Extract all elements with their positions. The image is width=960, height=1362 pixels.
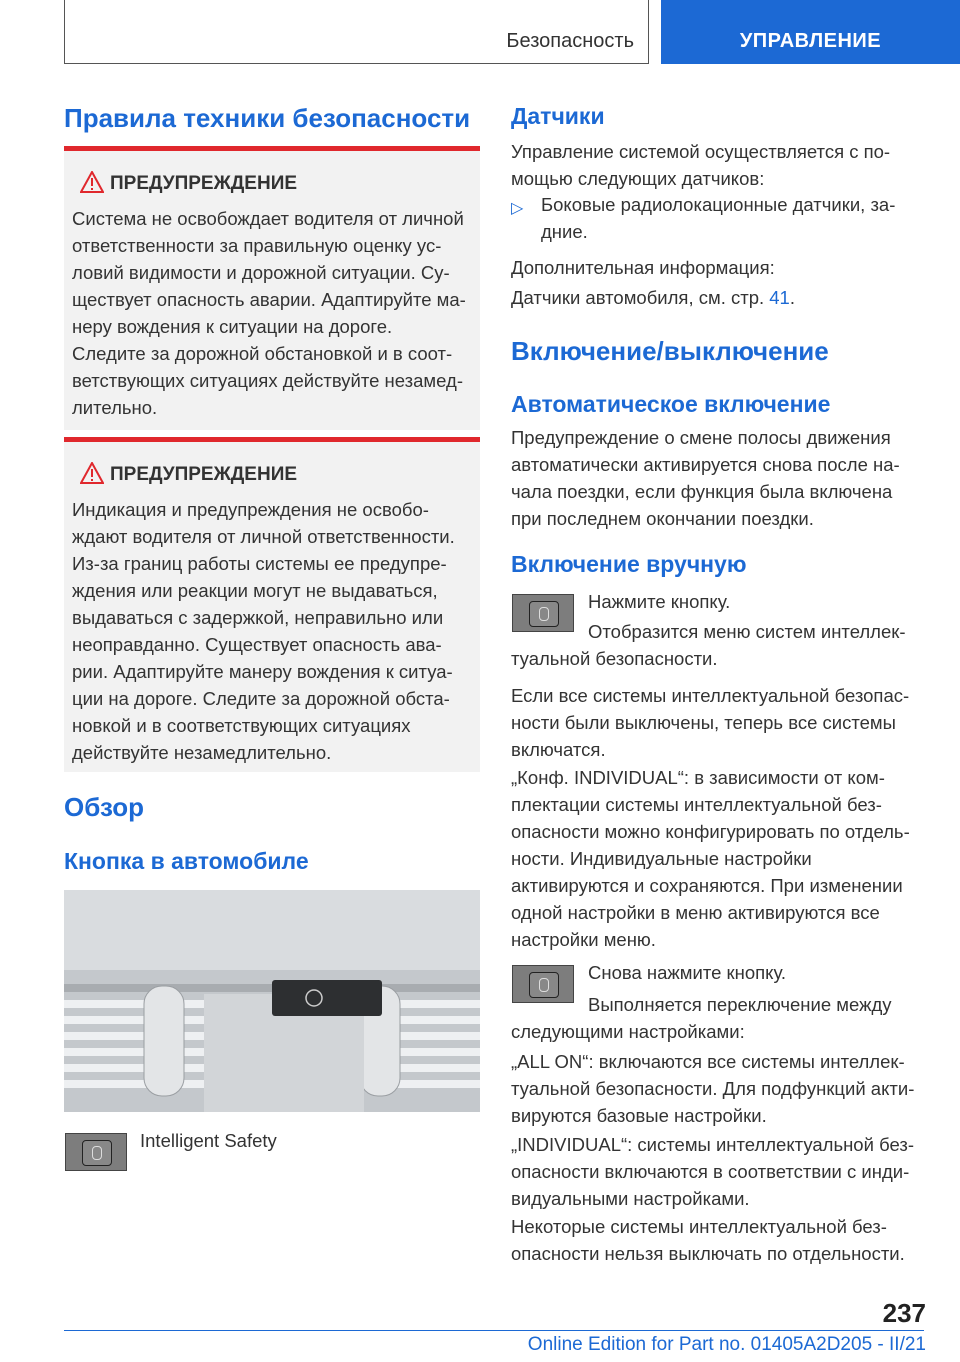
menu-line-1: Отобразится меню систем интеллек- <box>588 621 906 642</box>
manual-on-title: Включение вручную <box>511 551 747 577</box>
auto-on-title: Автоматическое включение <box>511 391 831 417</box>
on-off-title: Включение/выключение <box>511 336 829 366</box>
auto-on-text: Предупреждение о смене полосы движения автоматически активируется снова после на- чала поездки, если функция была включена при последнем окончании поездки. <box>511 427 900 529</box>
page-reference-link[interactable]: 41 <box>769 287 790 308</box>
button-photo <box>64 890 480 1112</box>
all-on-text: „ALL ON“: включаются все системы интеллек- туальной безопасности. Для подфункций акти- вируются базовые настройки. <box>511 1051 915 1126</box>
button-in-car-title: Кнопка в автомобиле <box>64 848 309 874</box>
warning-label: ПРЕДУПРЕЖДЕНИЕ <box>110 464 298 485</box>
header-chapter-label: УПРАВЛЕНИЕ <box>739 30 882 52</box>
warning-text: Система не освобождает водителя от личной ответственности за правильную оценку ус- ловий видимости и дорожной ситуации. Су- ществует опасность аварии. Адаптируйте ма- неру вождения к ситуации на дороге. Следите за дорожной обстановкой и в соот- ветствующих ситуациях действуйте незамед- лительно. <box>72 208 466 418</box>
warning-box-1 <box>64 146 480 430</box>
footer-edition: Online Edition for Part no. 01405A2D205 - II/21 <box>527 1334 926 1355</box>
individual-text: „INDIVIDUAL“: системы интеллектуальной без- опасности включаются в соответствии с инди- видуальными настройками. <box>511 1134 914 1209</box>
some-systems-text: Некоторые системы интеллектуальной без- опасности нельзя выключать по отдельности. <box>511 1216 905 1264</box>
header-section-tab <box>64 0 649 64</box>
sensors-reference: Датчики автомобиля, см. стр. 41. <box>511 287 795 308</box>
bullet-triangle-icon: ▷ <box>511 200 524 217</box>
press-button-text: Нажмите кнопку. <box>588 591 731 612</box>
intelligent-safety-button-icon <box>512 594 574 632</box>
warning-text: Индикация и предупреждения не освобо- ждают водителя от личной ответственности. Из-за границ работы системы ее предупре- ждения или реакции могут не выдаваться, выдаваться с задержкой, неправильно или неоправданно. Существует опасность ава- рии. Адаптируйте манеру вождения к ситуа- ции на дороге. Следите за дорожной обста- новкой и в соответствующих ситуациях действуйте незамедлительно. <box>72 499 455 763</box>
intelligent-safety-button-icon <box>512 965 574 1003</box>
all-off-text: Если все системы интеллектуальной безопас- ности были выключены, теперь все системы включатся. <box>511 685 910 760</box>
header-chapter-tab <box>661 0 960 64</box>
more-info-label: Дополнительная информация: <box>511 257 775 278</box>
warning-label: ПРЕДУПРЕЖДЕНИЕ <box>110 173 298 194</box>
conf-individual-text: „Конф. INDIVIDUAL“: в зависимости от ком- плектации системы интеллектуальной без- опасности можно конфигурировать по отдель- ности. Индивидуальные настройки активируются и сохраняются. При изменении одной настройки в меню активируются все настройки меню. <box>511 767 910 950</box>
sensors-intro: Управление системой осуществляется с по- мощью следующих датчиков: <box>511 141 891 189</box>
menu-line-2: туальной безопасности. <box>511 648 718 669</box>
footer-rule <box>64 1330 924 1331</box>
warning-triangle-icon <box>80 171 104 193</box>
page-number: 237 <box>882 1298 926 1328</box>
bullet-item: Боковые радиолокационные датчики, за- дние. <box>541 194 896 242</box>
header-section-label: Безопасность <box>506 30 634 52</box>
intelligent-safety-button-icon <box>65 1133 127 1171</box>
warning-box-2 <box>64 437 480 772</box>
safety-rules-title: Правила техники безопасности <box>64 103 471 133</box>
press-again-text: Снова нажмите кнопку. <box>588 962 786 983</box>
switch-line-2: следующими настройками: <box>511 1021 745 1042</box>
key-caption: Intelligent Safety <box>140 1130 277 1151</box>
warning-triangle-icon <box>80 462 104 484</box>
switch-line-1: Выполняется переключение между <box>588 994 892 1015</box>
overview-title: Обзор <box>64 792 144 822</box>
sensors-title: Датчики <box>511 103 605 129</box>
